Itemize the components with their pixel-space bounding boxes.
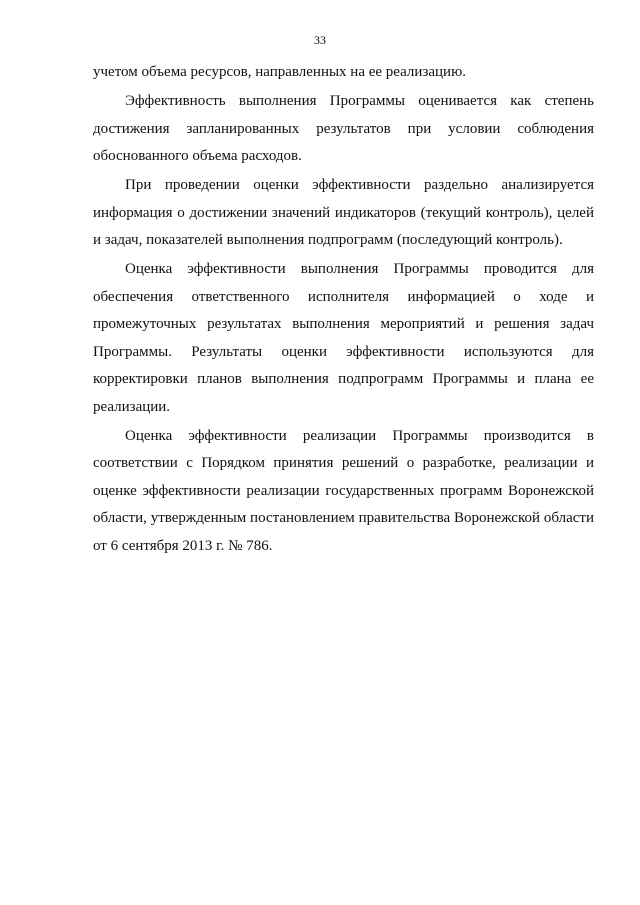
paragraph-evaluation-purpose: Оценка эффективности выполнения Программы проводится для обеспечения ответственного исполнителя информацией о ходе и промежуточных результатах выполнения мероприятий и решения задач Программы. Результаты оценки эффективности используются для корректировки планов выполнения подпрограмм Программы и плана ее реализации. — [93, 261, 594, 415]
paragraph-evaluation-procedure: Оценка эффективности реализации Программы производится в соответствии с Порядком принятия решений о разработке, реализации и оценке эффективности реализации государственных программ Воронежской области, утвержденным постановлением правительства Воронежской области от 6 сентября 2013 г. № 786. — [93, 427, 594, 554]
paragraph-efficiency-definition: Эффективность выполнения Программы оценивается как степень достижения запланированных результатов при условии соблюдения обоснованного объема расходов. — [93, 93, 594, 164]
page-number: 33 — [314, 33, 326, 47]
paragraph-separate-analysis: При проведении оценки эффективности раздельно анализируется информация о достижении значений индикаторов (текущий контроль), целей и задач, показателей выполнения подпрограмм (последующий контроль). — [93, 177, 594, 248]
paragraph-continuation: учетом объема ресурсов, направленных на ее реализацию. — [93, 64, 467, 80]
document-body — [93, 59, 594, 562]
